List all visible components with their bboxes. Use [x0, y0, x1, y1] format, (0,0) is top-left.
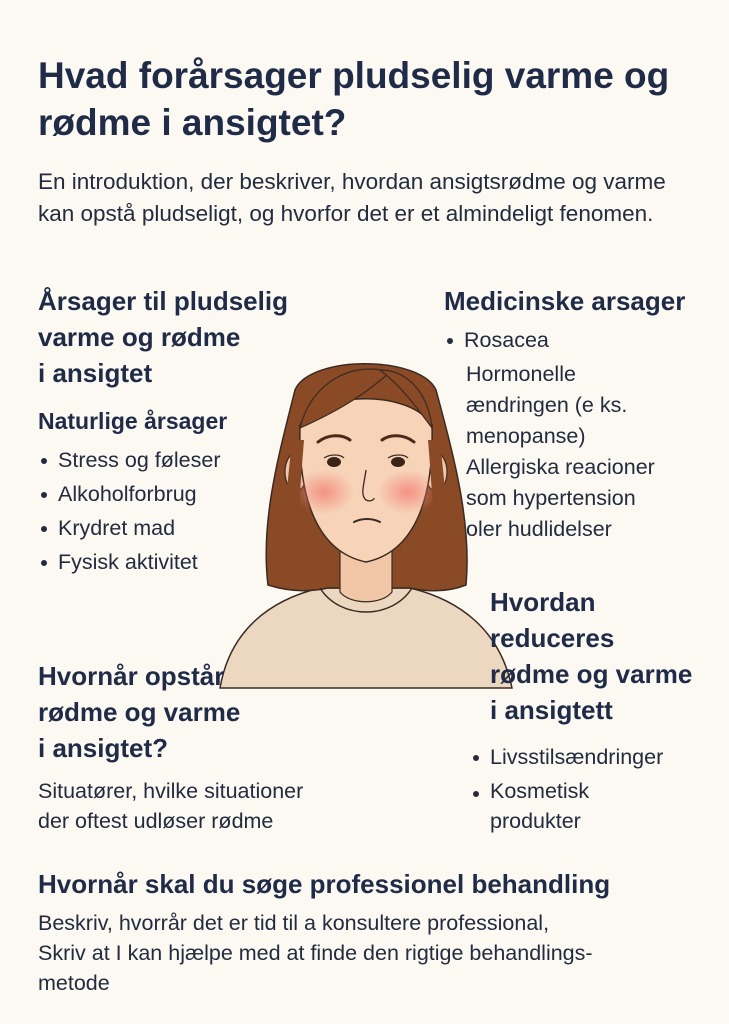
medical-text-line: Allergiska reacioner — [466, 455, 655, 479]
reduce-heading-line: Hvordan — [490, 587, 596, 617]
professional-body-line: Beskriv, hvorrår det er tid til a konsultere professional, — [38, 911, 550, 935]
intro-text: En introduktion, der beskriver, hvordan ansigtsrødme og varme kan opstå pludseligt, og hvorfor det er et almindeligt fenomen. — [38, 169, 666, 226]
causes-heading-line: varme og rødme — [38, 322, 241, 352]
professional-heading: Hvornår skal du søge professionel behandling — [38, 869, 611, 899]
causes-heading-line: i ansigtet — [38, 358, 153, 388]
list-item: Fysisk aktivitet — [38, 545, 338, 579]
reduce-section — [490, 584, 725, 836]
medical-causes-list — [444, 323, 724, 357]
when-heading-line: Hvornår opstår — [38, 661, 225, 691]
medical-text-line: menopanse) — [466, 424, 586, 448]
list-item: Krydret mad — [38, 511, 338, 545]
medical-text-line: ændringen (e ks. — [466, 393, 628, 417]
list-item-line: Kosmetisk — [490, 779, 590, 803]
medical-causes-heading: Medicinske arsager — [444, 286, 686, 316]
reduce-list — [470, 740, 725, 836]
when-body-line: Situatører, hvilke situationer — [38, 779, 304, 803]
reduce-heading-line: reduceres — [490, 623, 615, 653]
list-item: Stress og føleser — [38, 443, 338, 477]
medical-text-line: oler hudlidelser — [466, 517, 612, 541]
reduce-heading-line: i ansigtett — [490, 695, 613, 725]
medical-causes-section — [444, 283, 724, 545]
list-item-line: produkter — [490, 809, 581, 833]
when-heading-line: rødme og varme — [38, 697, 241, 727]
causes-heading — [38, 283, 338, 391]
reduce-heading-line: rødme og varme — [490, 659, 693, 689]
professional-body-line: Skriv at I kan hjælpe med at finde den rigtige behandlings- — [38, 941, 593, 965]
natural-causes-heading: Naturlige årsager — [38, 408, 228, 434]
professional-section — [38, 866, 708, 998]
when-section — [38, 658, 368, 836]
list-item — [470, 776, 725, 836]
medical-text-line: som hypertension — [466, 486, 636, 510]
medical-causes-text — [444, 359, 724, 545]
list-item: Rosacea — [444, 323, 724, 357]
list-item: Alkoholforbrug — [38, 477, 338, 511]
when-body-line: der oftest udløser rødme — [38, 809, 274, 833]
when-heading — [38, 658, 368, 766]
causes-section — [38, 283, 338, 579]
causes-heading-line: Årsager til pludselig — [38, 286, 288, 316]
professional-body-line: metode — [38, 971, 110, 995]
professional-body — [38, 908, 708, 998]
when-body — [38, 776, 368, 836]
page-title: Hvad forårsager pludselig varme og rødme i ansigtet? — [38, 55, 670, 143]
reduce-heading — [490, 584, 725, 728]
when-heading-line: i ansigtet? — [38, 733, 169, 763]
list-item: Livsstilsændringer — [470, 740, 725, 774]
natural-causes-list — [38, 443, 338, 579]
medical-text-line: Hormonelle — [466, 362, 576, 386]
